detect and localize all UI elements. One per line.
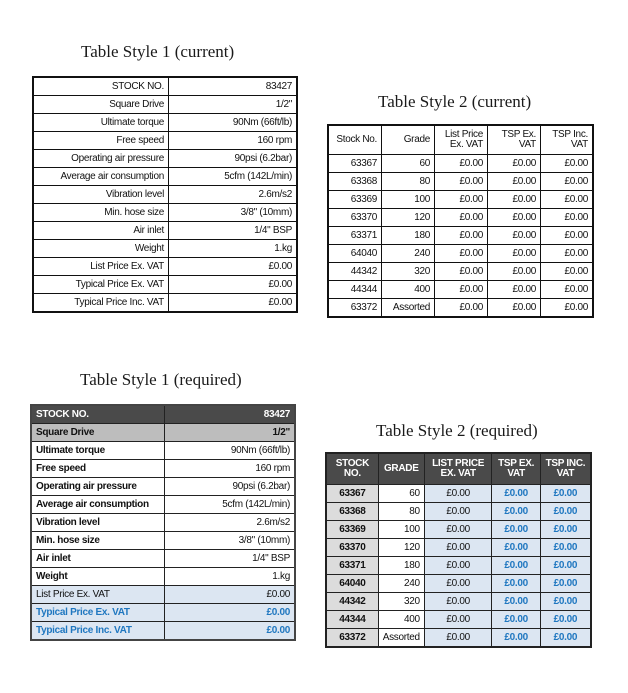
stock-no-cell: 63368: [328, 173, 382, 191]
stock-no-cell: 44344: [328, 281, 382, 299]
spec-label: Average air consumption: [33, 168, 169, 186]
spec-value: 2.6m/s2: [165, 514, 296, 532]
spec-row: [33, 258, 297, 276]
spec-row: [31, 550, 295, 568]
tsp-ex-vat-cell: £0.00: [488, 281, 541, 299]
list-price-cell: £0.00: [424, 539, 492, 557]
tsp-ex-vat-cell: £0.00: [488, 227, 541, 245]
column-header: TSP EX. VAT: [492, 453, 540, 485]
tsp-inc-vat-cell: £0.00: [541, 299, 594, 318]
list-price-cell: £0.00: [435, 299, 488, 318]
table-row: [326, 485, 591, 503]
spec-value: 1.kg: [165, 568, 296, 586]
spec-row: [33, 240, 297, 258]
tsp-ex-vat-cell: £0.00: [492, 557, 540, 575]
spec-row: [33, 168, 297, 186]
heading-style2-required: Table Style 2 (required): [376, 421, 538, 440]
tsp-inc-vat-cell: £0.00: [541, 191, 594, 209]
stock-no-cell: 63372: [328, 299, 382, 318]
stock-no-cell: 63371: [328, 227, 382, 245]
grade-cell: Assorted: [378, 629, 424, 648]
spec-value: 90psi (6.2bar): [165, 478, 296, 496]
list-price-cell: £0.00: [435, 173, 488, 191]
spec-label: Vibration level: [33, 186, 169, 204]
spec-value: £0.00: [169, 258, 298, 276]
table-style2-required: [325, 452, 592, 648]
tsp-ex-vat-cell: £0.00: [488, 299, 541, 318]
spec-label: Weight: [33, 240, 169, 258]
spec-row: [31, 514, 295, 532]
spec-label: Average air consumption: [31, 496, 165, 514]
table-style1-current: [32, 76, 298, 313]
list-price-cell: £0.00: [424, 611, 492, 629]
spec-value: 160 rpm: [165, 460, 296, 478]
tsp-inc-vat-cell: £0.00: [540, 557, 591, 575]
tsp-ex-vat-cell: £0.00: [492, 503, 540, 521]
tsp-ex-vat-cell: £0.00: [488, 191, 541, 209]
table-row: [326, 575, 591, 593]
table-row: [328, 245, 593, 263]
grade-cell: 240: [382, 245, 435, 263]
spec-value: 160 rpm: [169, 132, 298, 150]
tsp-ex-vat-cell: £0.00: [492, 593, 540, 611]
table-style2-current: [327, 124, 594, 318]
stock-no-cell: 64040: [326, 575, 378, 593]
list-price-cell: £0.00: [435, 281, 488, 299]
spec-label: Typical Price Inc. VAT: [31, 622, 165, 641]
grade-cell: Assorted: [382, 299, 435, 318]
spec-row: [31, 604, 295, 622]
tsp-inc-vat-cell: £0.00: [540, 503, 591, 521]
grade-cell: 400: [378, 611, 424, 629]
stock-no-cell: 63372: [326, 629, 378, 648]
spec-label: Operating air pressure: [33, 150, 169, 168]
tsp-ex-vat-cell: £0.00: [488, 155, 541, 173]
table-row: [328, 191, 593, 209]
spec-value: 83427: [169, 77, 298, 96]
tsp-inc-vat-cell: £0.00: [541, 209, 594, 227]
heading-style2-current: Table Style 2 (current): [378, 92, 532, 111]
spec-label: Free speed: [33, 132, 169, 150]
spec-row: [33, 114, 297, 132]
column-header: LIST PRICE EX. VAT: [424, 453, 492, 485]
table-row: [328, 173, 593, 191]
tsp-inc-vat-cell: £0.00: [540, 575, 591, 593]
list-price-cell: £0.00: [435, 263, 488, 281]
stock-no-cell: 63367: [328, 155, 382, 173]
spec-value: 2.6m/s2: [169, 186, 298, 204]
heading-style1-required: Table Style 1 (required): [80, 370, 242, 389]
table-row: [326, 503, 591, 521]
tsp-inc-vat-cell: £0.00: [541, 155, 594, 173]
table-row: [328, 209, 593, 227]
spec-label: Typical Price Ex. VAT: [33, 276, 169, 294]
column-header: TSP Inc. VAT: [541, 125, 594, 155]
grade-cell: 120: [378, 539, 424, 557]
spec-row: [31, 496, 295, 514]
table-row: [326, 593, 591, 611]
spec-label: Typical Price Ex. VAT: [31, 604, 165, 622]
list-price-cell: £0.00: [424, 629, 492, 648]
column-header: Grade: [382, 125, 435, 155]
tsp-inc-vat-cell: £0.00: [541, 245, 594, 263]
tsp-ex-vat-cell: £0.00: [492, 629, 540, 648]
list-price-cell: £0.00: [435, 245, 488, 263]
list-price-cell: £0.00: [435, 155, 488, 173]
stock-no-cell: 63371: [326, 557, 378, 575]
tsp-ex-vat-cell: £0.00: [488, 173, 541, 191]
spec-row: [31, 622, 295, 641]
spec-label: List Price Ex. VAT: [31, 586, 165, 604]
grade-cell: 80: [382, 173, 435, 191]
tsp-ex-vat-cell: £0.00: [488, 245, 541, 263]
spec-row: [31, 478, 295, 496]
grade-cell: 120: [382, 209, 435, 227]
tsp-ex-vat-cell: £0.00: [492, 521, 540, 539]
spec-value: £0.00: [165, 604, 296, 622]
table-row: [326, 521, 591, 539]
spec-label: STOCK NO.: [33, 77, 169, 96]
spec-row: [33, 96, 297, 114]
stock-no-cell: 63369: [326, 521, 378, 539]
list-price-cell: £0.00: [424, 485, 492, 503]
grade-cell: 60: [378, 485, 424, 503]
tsp-inc-vat-cell: £0.00: [540, 521, 591, 539]
table-row: [326, 539, 591, 557]
list-price-cell: £0.00: [435, 191, 488, 209]
stock-no-cell: 64040: [328, 245, 382, 263]
spec-label: Typical Price Inc. VAT: [33, 294, 169, 313]
spec-row: [31, 424, 295, 442]
table-row: [326, 629, 591, 648]
spec-row: [31, 568, 295, 586]
tsp-inc-vat-cell: £0.00: [541, 281, 594, 299]
spec-value: 83427: [165, 405, 296, 424]
spec-row: [31, 460, 295, 478]
list-price-cell: £0.00: [435, 227, 488, 245]
spec-label: Air inlet: [31, 550, 165, 568]
tsp-inc-vat-cell: £0.00: [541, 227, 594, 245]
grade-cell: 180: [378, 557, 424, 575]
table-row: [328, 299, 593, 318]
column-header: TSP INC. VAT: [540, 453, 591, 485]
tsp-ex-vat-cell: £0.00: [488, 263, 541, 281]
tsp-ex-vat-cell: £0.00: [492, 575, 540, 593]
spec-row: [33, 186, 297, 204]
tsp-inc-vat-cell: £0.00: [540, 593, 591, 611]
tsp-ex-vat-cell: £0.00: [492, 539, 540, 557]
spec-value: £0.00: [165, 586, 296, 604]
stock-no-cell: 63370: [328, 209, 382, 227]
spec-value: 90Nm (66ft/lb): [165, 442, 296, 460]
column-header: Stock No.: [328, 125, 382, 155]
spec-value: £0.00: [169, 294, 298, 313]
tsp-inc-vat-cell: £0.00: [540, 611, 591, 629]
spec-value: 1/4" BSP: [169, 222, 298, 240]
tsp-inc-vat-cell: £0.00: [540, 485, 591, 503]
spec-row: [33, 132, 297, 150]
tsp-ex-vat-cell: £0.00: [492, 611, 540, 629]
spec-row: [33, 222, 297, 240]
spec-value: £0.00: [165, 622, 296, 641]
spec-label: Operating air pressure: [31, 478, 165, 496]
spec-row: [31, 442, 295, 460]
spec-value: 1/4" BSP: [165, 550, 296, 568]
list-price-cell: £0.00: [424, 521, 492, 539]
spec-value: 1/2": [165, 424, 296, 442]
stock-no-cell: 44342: [328, 263, 382, 281]
spec-row: [31, 405, 295, 424]
table-row: [328, 155, 593, 173]
spec-row: [33, 77, 297, 96]
spec-value: 1.kg: [169, 240, 298, 258]
spec-label: Square Drive: [33, 96, 169, 114]
grade-cell: 60: [382, 155, 435, 173]
spec-label: Vibration level: [31, 514, 165, 532]
column-header: TSP Ex. VAT: [488, 125, 541, 155]
spec-label: Free speed: [31, 460, 165, 478]
column-header: STOCK NO.: [326, 453, 378, 485]
list-price-cell: £0.00: [424, 503, 492, 521]
spec-label: Min. hose size: [31, 532, 165, 550]
tsp-ex-vat-cell: £0.00: [488, 209, 541, 227]
table-row: [328, 227, 593, 245]
heading-style1-current: Table Style 1 (current): [81, 42, 235, 61]
table-row: [328, 263, 593, 281]
grade-cell: 320: [382, 263, 435, 281]
list-price-cell: £0.00: [424, 593, 492, 611]
spec-label: Ultimate torque: [33, 114, 169, 132]
spec-label: Square Drive: [31, 424, 165, 442]
spec-row: [31, 586, 295, 604]
grade-cell: 240: [378, 575, 424, 593]
spec-label: Weight: [31, 568, 165, 586]
grade-cell: 80: [378, 503, 424, 521]
grade-cell: 180: [382, 227, 435, 245]
spec-value: £0.00: [169, 276, 298, 294]
stock-no-cell: 44342: [326, 593, 378, 611]
stock-no-cell: 63370: [326, 539, 378, 557]
spec-label: List Price Ex. VAT: [33, 258, 169, 276]
spec-value: 90Nm (66ft/lb): [169, 114, 298, 132]
list-price-cell: £0.00: [424, 575, 492, 593]
list-price-cell: £0.00: [435, 209, 488, 227]
spec-value: 5cfm (142L/min): [169, 168, 298, 186]
spec-value: 5cfm (142L/min): [165, 496, 296, 514]
grade-cell: 400: [382, 281, 435, 299]
grade-cell: 100: [378, 521, 424, 539]
spec-row: [33, 294, 297, 313]
column-header: GRADE: [378, 453, 424, 485]
table-style1-required: [30, 404, 296, 641]
spec-value: 3/8" (10mm): [165, 532, 296, 550]
table-row: [326, 557, 591, 575]
stock-no-cell: 63367: [326, 485, 378, 503]
tsp-inc-vat-cell: £0.00: [541, 173, 594, 191]
spec-value: 90psi (6.2bar): [169, 150, 298, 168]
spec-label: STOCK NO.: [31, 405, 165, 424]
tsp-inc-vat-cell: £0.00: [540, 539, 591, 557]
spec-label: Ultimate torque: [31, 442, 165, 460]
list-price-cell: £0.00: [424, 557, 492, 575]
spec-value: 1/2": [169, 96, 298, 114]
spec-row: [33, 204, 297, 222]
spec-label: Air inlet: [33, 222, 169, 240]
grade-cell: 100: [382, 191, 435, 209]
spec-row: [33, 276, 297, 294]
spec-row: [31, 532, 295, 550]
grade-cell: 320: [378, 593, 424, 611]
spec-value: 3/8" (10mm): [169, 204, 298, 222]
spec-label: Min. hose size: [33, 204, 169, 222]
column-header: List Price Ex. VAT: [435, 125, 488, 155]
table-row: [328, 281, 593, 299]
spec-row: [33, 150, 297, 168]
table-row: [326, 611, 591, 629]
stock-no-cell: 44344: [326, 611, 378, 629]
tsp-inc-vat-cell: £0.00: [540, 629, 591, 648]
tsp-inc-vat-cell: £0.00: [541, 263, 594, 281]
stock-no-cell: 63368: [326, 503, 378, 521]
tsp-ex-vat-cell: £0.00: [492, 485, 540, 503]
stock-no-cell: 63369: [328, 191, 382, 209]
